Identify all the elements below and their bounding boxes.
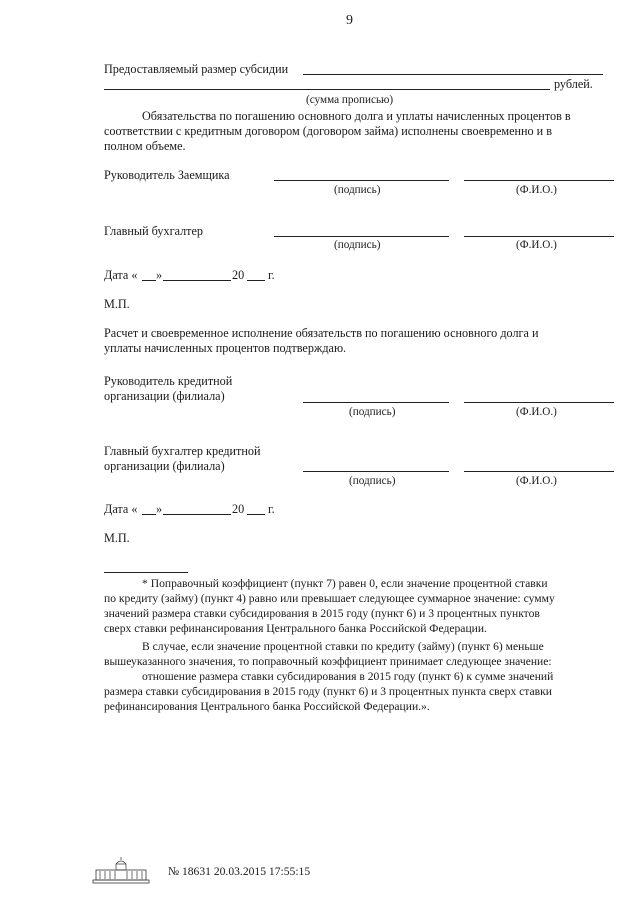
borrower-head-label: Руководитель Заемщика — [104, 168, 230, 182]
date-quote-close: » — [156, 268, 163, 282]
bank-head-signature-hint: (подпись) — [349, 406, 396, 418]
bank-accountant-label-line-2: организации (филиала) — [104, 459, 225, 473]
borrower-head-signature-line — [274, 180, 449, 181]
date-2-day-line — [142, 514, 156, 515]
bank-accountant-name-hint: (Ф.И.О.) — [516, 475, 557, 487]
footnote-line-9: рефинансирования Центрального банка Российской Федерации.». — [104, 700, 430, 713]
date-year-line — [247, 280, 265, 281]
borrower-head-signature-hint: (подпись) — [334, 184, 381, 196]
date-2-suffix: г. — [268, 502, 275, 516]
bank-head-name-line — [464, 402, 614, 403]
registration-stamp-text: № 18631 20.03.2015 17:55:15 — [168, 865, 311, 878]
subsidy-label: Предоставляемый размер субсидии — [104, 62, 289, 76]
borrower-accountant-signature-line — [274, 236, 449, 237]
page-number: 9 — [346, 13, 353, 28]
bank-accountant-signature-line — [303, 471, 449, 472]
date-2-month-line — [163, 514, 231, 515]
bank-head-label-line-2: организации (филиала) — [104, 389, 225, 403]
bank-head-label-line-1: Руководитель кредитной — [104, 374, 233, 388]
borrower-accountant-signature-hint: (подпись) — [334, 239, 381, 251]
footnote-line-8: размера ставки субсидирования в 2015 году (пункт 6) и 3 процентных пункта сверх ставки — [104, 685, 552, 698]
confirmation-line-1: Расчет и своевременное исполнение обязательств по погашению основного долга и — [104, 326, 539, 340]
seal-mark: М.П. — [104, 297, 130, 311]
footnote-line-3: значений размера ставки субсидирования в 2015 году (пункт 6) и 3 процентных пунктов — [104, 607, 540, 620]
footnote-line-1: * Поправочный коэффициент (пункт 7) равен 0, если значение процентной ставки — [142, 577, 548, 590]
bank-accountant-label-line-1: Главный бухгалтер кредитной — [104, 444, 261, 458]
borrower-head-name-hint: (Ф.И.О.) — [516, 184, 557, 196]
subsidy-currency: рублей. — [554, 77, 593, 91]
date-month-line — [163, 280, 231, 281]
footnote-separator — [104, 572, 188, 573]
footnote-line-6: вышеуказанного значения, то поправочный коэффициент принимает следующее значение: — [104, 655, 552, 668]
date-prefix: Дата « — [104, 268, 138, 282]
obligations-line-2: соответствии с кредитным договором (договором займа) исполнены своевременно и в — [104, 124, 553, 138]
seal-mark-2: М.П. — [104, 531, 130, 545]
date-day-line — [142, 280, 156, 281]
borrower-head-name-line — [464, 180, 614, 181]
date-2-year-line — [247, 514, 265, 515]
footnote-line-2: по кредиту (займу) (пункт 4) равно или превышает следующее суммарное значение: сумму — [104, 592, 555, 605]
footnote-line-4: сверх ставки рефинансирования Центрального банка Российской Федерации. — [104, 622, 487, 635]
date-2-year-prefix: 20 — [232, 502, 245, 516]
bank-head-name-hint: (Ф.И.О.) — [516, 406, 557, 418]
bank-accountant-name-line — [464, 471, 614, 472]
footnote-line-7: отношение размера ставки субсидирования в 2015 году (пункт 6) к сумме значений — [142, 670, 554, 683]
government-building-emblem-icon — [92, 856, 150, 884]
obligations-line-1: Обязательства по погашению основного долга и уплаты начисленных процентов в — [142, 109, 571, 123]
subsidy-amount-line-2 — [104, 89, 550, 90]
obligations-line-3: полном объеме. — [104, 139, 186, 153]
bank-accountant-signature-hint: (подпись) — [349, 475, 396, 487]
date-2-prefix: Дата « — [104, 502, 138, 516]
amount-in-words-hint: (сумма прописью) — [306, 94, 394, 106]
date-year-prefix: 20 — [232, 268, 245, 282]
borrower-accountant-name-hint: (Ф.И.О.) — [516, 239, 557, 251]
borrower-accountant-label: Главный бухгалтер — [104, 224, 204, 238]
footnote-line-5: В случае, если значение процентной ставки по кредиту (займу) (пункт 6) меньше — [142, 640, 544, 653]
bank-head-signature-line — [303, 402, 449, 403]
confirmation-line-2: уплаты начисленных процентов подтверждаю. — [104, 341, 347, 355]
borrower-accountant-name-line — [464, 236, 614, 237]
date-2-quote-close: » — [156, 502, 163, 516]
subsidy-amount-line-1 — [303, 74, 603, 75]
date-suffix: г. — [268, 268, 275, 282]
